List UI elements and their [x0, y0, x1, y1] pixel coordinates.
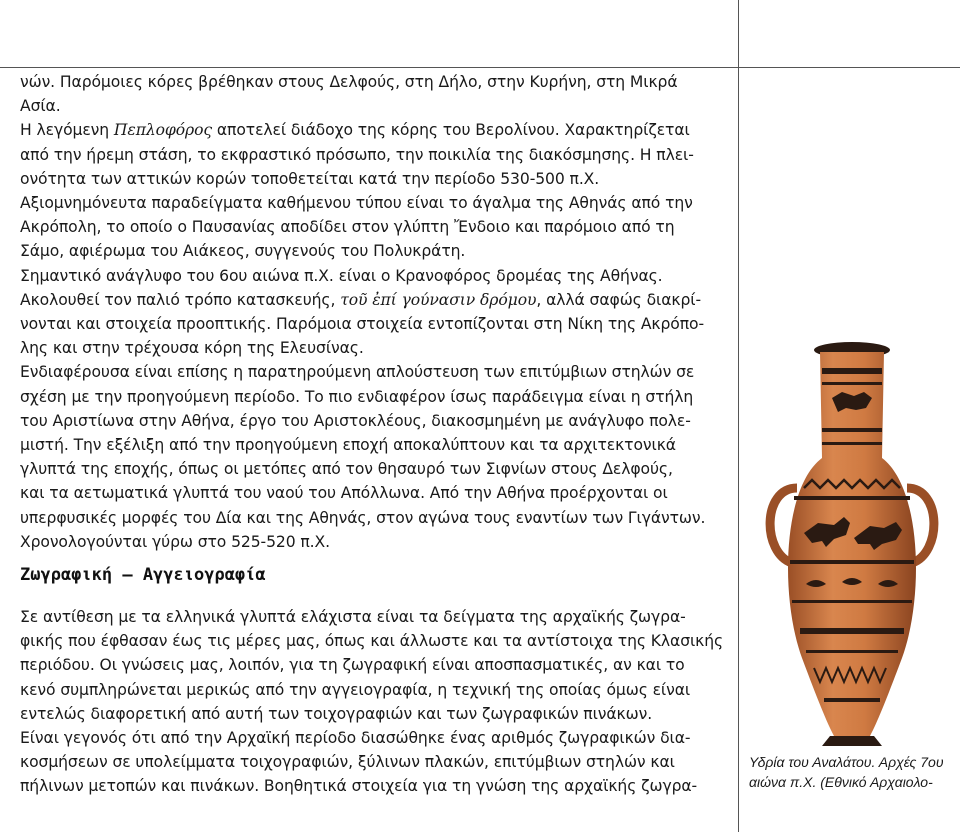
- paragraph-6: [20, 360, 724, 554]
- text-line: Σημαντικό ανάγλυφο του 6ου αιώνα π.Χ. είναι ο Κρανοφόρος δρομέας της Αθήνας.: [20, 266, 663, 285]
- paragraph-5: [20, 288, 724, 361]
- text-line: εντελώς διαφορετική από αυτή των τοιχογραφιών και των ζωγραφικών πινάκων.: [20, 704, 653, 723]
- text-line: αποτελεί διάδοχο της κόρης του Βερολίνου. Χαρακτηρίζεται: [212, 121, 690, 140]
- text-line: Ενδιαφέρουσα είναι επίσης η παρατηρούμενη απλούστευση των επιτύμβιων στηλών σε: [20, 363, 695, 382]
- text-line: Ακολουθεί τον παλιό τρόπο κατασκευής,: [20, 290, 341, 309]
- hydria-vase-image: [742, 338, 960, 748]
- paragraph-8: [20, 726, 724, 799]
- text-line: νών. Παρόμοιες κόρες βρέθηκαν στους Δελφούς, στη Δήλο, στην Κυρήνη, στη Μικρά: [20, 73, 678, 91]
- text-line: Σε αντίθεση με τα ελληνικά γλυπτά ελάχιστα είναι τα δείγματα της αρχαϊκής ζωγρα-: [20, 608, 686, 626]
- main-text-column: [20, 70, 724, 554]
- text-line: Χρονολογούνται γύρω στο 525-520 π.Χ.: [20, 532, 330, 551]
- text-line: από την ήρεμη στάση, το εκφραστικό πρόσωπο, την ποικιλία της διακόσμησης. Η πλει-: [20, 145, 694, 164]
- text-line: λης και στην τρέχουσα κόρη της Ελευσίνας.: [20, 339, 364, 358]
- paragraph-2: [20, 118, 724, 191]
- emphasis-peplophoros: Πεπλοφόρος: [113, 121, 213, 140]
- text-line: φικής που έφθασαν έως τις μέρες μας, όπως και άλλωστε και τα αντίστοιχα της Κλασικής: [20, 632, 724, 651]
- text-line: Είναι γεγονός ότι από την Αρχαϊκή περίοδο διασώθηκε ένας αριθμός ζωγραφικών δια-: [20, 729, 691, 748]
- text-line: πήλινων μετοπών και πινάκων. Βοηθητικά στοιχεία για τη γνώση της αρχαϊκής ζωγρα-: [20, 777, 698, 796]
- text-line: μιστή. Την εξέλιξη από την προηγούμενη εποχή αποκαλύπτουν και τα αρχιτεκτονικά: [20, 436, 676, 455]
- text-line: κενό συμπληρώνεται μερικώς από την αγγειογραφία, η τεχνική της οποίας όμως είναι: [20, 680, 691, 699]
- second-text-block: [20, 605, 724, 799]
- text-line: Αξιομνημόνευτα παραδείγματα καθήμενου τύπου είναι το άγαλμα της Αθηνάς από την: [20, 194, 693, 213]
- text-line: νονται και στοιχεία προοπτικής. Παρόμοια στοιχεία εντοπίζονται στη Νίκη της Ακρόπο-: [20, 315, 705, 334]
- text-line: σχέση με την προηγούμενη περίοδο. Το πιο ενδιαφέρον ίσως παράδειγμα είναι η στήλη: [20, 387, 694, 406]
- text-line: υπερφυσικές μορφές του Δία και της Αθηνάς, στον αγώνα τους εναντίων των Γιγάντων.: [20, 508, 706, 527]
- text-line: κοσμήσεων σε υπολείμματα τοιχογραφιών, ξύλινων πλακών, επιτύμβιων στηλών και: [20, 753, 675, 772]
- text-line: Ακρόπολη, το οποίο ο Παυσανίας αποδίδει στον γλύπτη Ἔνδοιο και παρόμοιο από τη: [20, 218, 675, 237]
- paragraph-7: [20, 605, 724, 726]
- emphasis-greek-quote: τοῦ ἐπί γούνασιν δρόμου: [340, 290, 537, 309]
- text-line: και τα αετωματικά γλυπτά του ναού του Απόλλωνα. Από την Αθήνα προέρχονται οι: [20, 484, 668, 503]
- caption-line: αιώνα π.Χ. (Εθνικό Αρχαιολο-: [749, 774, 933, 790]
- paragraph-3: [20, 191, 724, 264]
- paragraph-4: [20, 264, 724, 288]
- text-line: περιόδου. Οι γνώσεις μας, λοιπόν, για τη ζωγραφική είναι αποσπασματικές, αν και το: [20, 656, 685, 675]
- text-line: , αλλά σαφώς διακρί-: [536, 290, 701, 309]
- text-line: Ασία.: [20, 97, 61, 116]
- text-line: του Αριστίωνα στην Αθήνα, έργο του Αριστοκλέους, διακοσμημένη με ανάγλυφο πολε-: [20, 411, 691, 430]
- text-line: Η λεγόμενη: [20, 121, 114, 140]
- text-line: Σάμο, αφιέρωμα του Αιάκεος, συγγενούς του Πολυκράτη.: [20, 242, 466, 261]
- text-line: ονότητα των αττικών κορών τοποθετείται κατά την περίοδο 530-500 π.Χ.: [20, 169, 600, 188]
- vase-figure: [742, 338, 960, 748]
- figure-caption: [749, 752, 955, 792]
- section-heading: Ζωγραφική — Αγγειογραφία: [20, 565, 266, 585]
- column-rule: [738, 0, 739, 832]
- text-line: γλυπτά της εποχής, όπως οι μετόπες από τον θησαυρό των Σιφνίων στους Δελφούς,: [20, 460, 673, 479]
- paragraph-1: [20, 70, 724, 118]
- caption-line: Υδρία του Αναλάτου. Αρχές 7ου: [749, 754, 944, 770]
- top-rule: [0, 67, 960, 68]
